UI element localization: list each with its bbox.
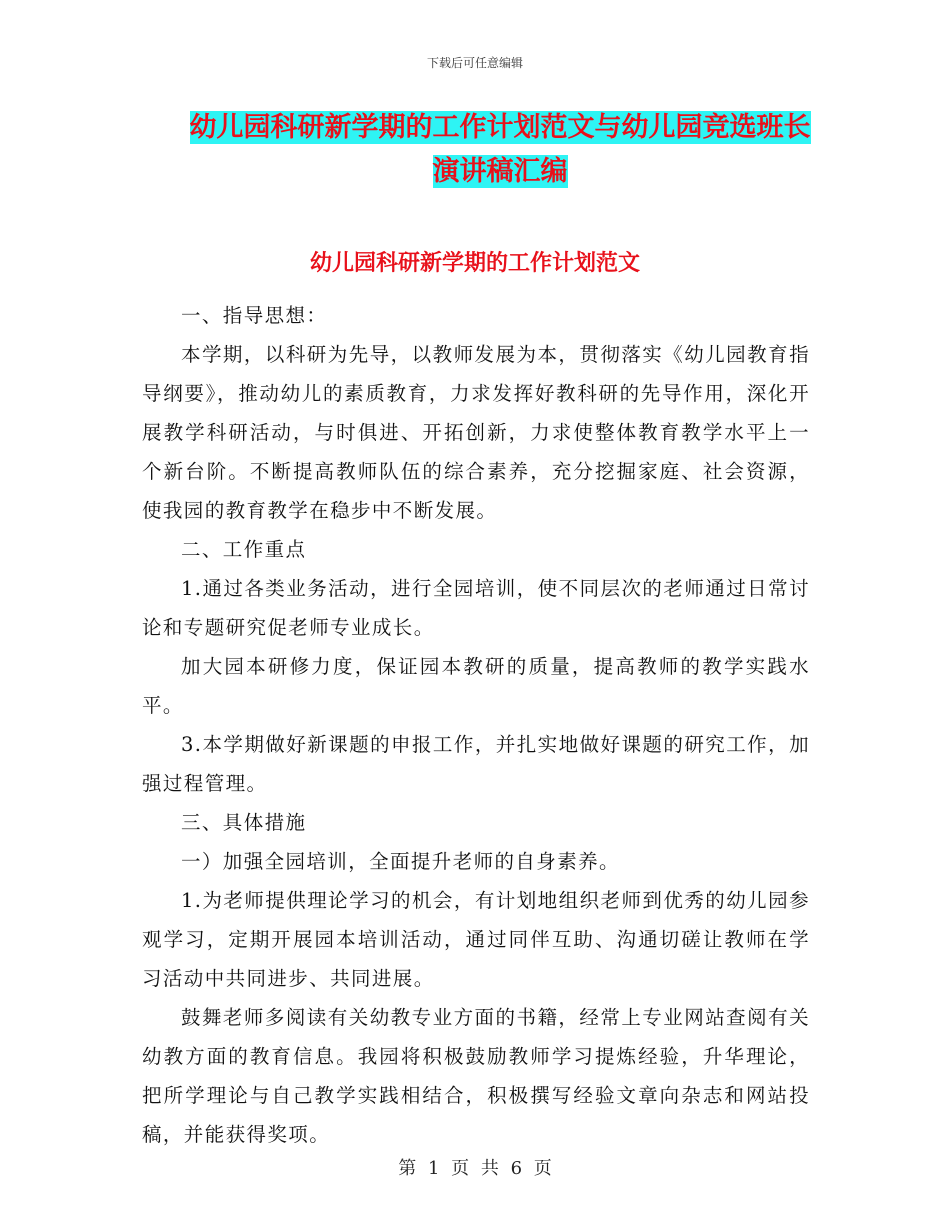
paragraph: 1.为老师提供理论学习的机会，有计划地组织老师到优秀的幼儿园参观学习，定期开展园本培训活动，通过同伴互助、沟通切磋让教师在学习活动中共同进步、共同进展。 bbox=[142, 889, 810, 990]
paragraph: 1.通过各类业务活动，进行全园培训，使不同层次的老师通过日常讨论和专题研究促老师专业成长。 bbox=[142, 577, 810, 639]
page-footer: 第 1 页 共 6 页 bbox=[398, 1158, 552, 1179]
heading-guiding-ideology: 一、指导思想： bbox=[181, 304, 328, 327]
document-title bbox=[140, 106, 860, 194]
heading-specific-measures: 三、具体措施 bbox=[181, 811, 307, 834]
paragraph: 本学期，以科研为先导，以教师发展为本，贯彻落实《幼儿园教育指导纲要》，推动幼儿的素质教育，力求发挥好教科研的先导作用，深化开展教学科研活动，与时俱进、开拓创新，力求使整体教育教学水平上一个新台阶。不断提高教师队伍的综合素养，充分挖掘家庭、社会资源，使我园的教育教学在稳步中不断发展。 bbox=[142, 343, 810, 522]
paragraph: 鼓舞老师多阅读有关幼教专业方面的书籍，经常上专业网站查阅有关幼教方面的教育信息。我园将积极鼓励教师学习提炼经验，升华理论，把所学理论与自己教学实践相结合，积极撰写经验文章向杂志和网站投稿，并能获得奖项。 bbox=[142, 1006, 810, 1146]
paragraph: 3.本学期做好新课题的申报工作，并扎实地做好课题的研究工作，加强过程管理。 bbox=[142, 733, 810, 795]
document-title-line-1: 幼儿园科研新学期的工作计划范文与幼儿园竞选班长 bbox=[189, 112, 811, 143]
paragraph: 加大园本研修力度，保证园本教研的质量，提高教师的教学实践水平。 bbox=[142, 655, 810, 717]
paragraph: 一）加强全园培训，全面提升老师的自身素养。 bbox=[181, 850, 620, 873]
document-title-line-2: 演讲稿汇编 bbox=[432, 156, 568, 187]
section-title: 幼儿园科研新学期的工作计划范文 bbox=[309, 251, 640, 276]
document-body bbox=[142, 296, 810, 1154]
header-note: 下载后可任意编辑 bbox=[426, 56, 523, 70]
heading-work-focus: 二、工作重点 bbox=[181, 538, 307, 561]
